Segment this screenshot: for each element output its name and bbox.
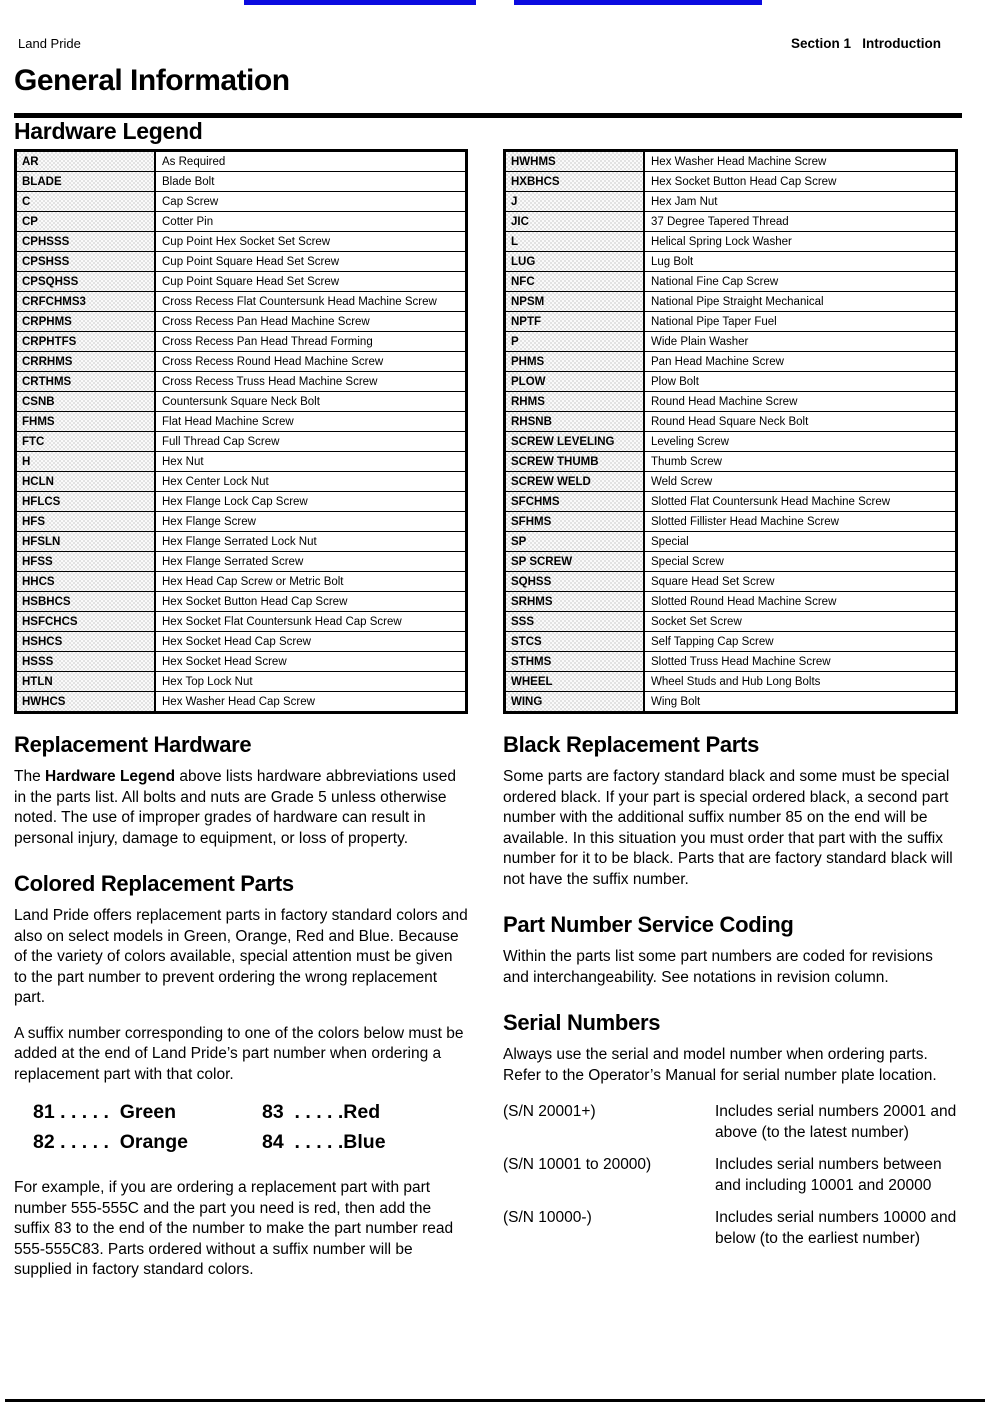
description-cell: Plow Bolt bbox=[651, 375, 699, 388]
serial-number-entry bbox=[503, 1101, 958, 1143]
bottom-page-rule bbox=[5, 1399, 985, 1402]
abbreviation-cell: FTC bbox=[17, 432, 156, 451]
table-row bbox=[17, 191, 465, 211]
abbreviation-cell: CRPHTFS bbox=[17, 332, 156, 351]
black-replacement-parts-heading: Black Replacement Parts bbox=[503, 732, 760, 757]
abbreviation-cell: CPSHSS bbox=[17, 252, 156, 271]
description-cell: Hex Nut bbox=[162, 455, 204, 468]
description-cell: Hex Socket Head Cap Screw bbox=[162, 635, 311, 648]
description-cell: Cup Point Square Head Set Screw bbox=[162, 275, 340, 288]
table-row bbox=[17, 431, 465, 451]
abbreviation-cell: JIC bbox=[506, 212, 645, 231]
page-title: General Information bbox=[14, 64, 290, 97]
brand-text: Land Pride bbox=[18, 36, 81, 51]
replacement-hardware-heading: Replacement Hardware bbox=[14, 732, 252, 757]
abbreviation-cell: SCREW LEVELING bbox=[506, 432, 645, 451]
nav-link-underline-1[interactable] bbox=[244, 0, 476, 5]
serial-number-entry bbox=[503, 1154, 958, 1196]
table-row bbox=[17, 371, 465, 391]
table-row bbox=[17, 531, 465, 551]
serial-range-definition: Includes serial numbers 20001 and above (to the latest number) bbox=[715, 1103, 957, 1141]
description-cell: Pan Head Machine Screw bbox=[651, 355, 784, 368]
description-cell: Slotted Fillister Head Machine Screw bbox=[651, 515, 839, 528]
description-cell: Round Head Machine Screw bbox=[651, 395, 798, 408]
hardware-legend-table-right bbox=[503, 149, 958, 714]
serial-range-term: (S/N 20001+) bbox=[503, 1103, 596, 1120]
description-cell: Self Tapping Cap Screw bbox=[651, 635, 774, 648]
abbreviation-cell: STCS bbox=[506, 632, 645, 651]
description-cell: Hex Socket Button Head Cap Screw bbox=[651, 175, 837, 188]
description-cell: Weld Screw bbox=[651, 475, 713, 488]
description-cell: Slotted Flat Countersunk Head Machine Screw bbox=[651, 495, 891, 508]
table-row bbox=[506, 171, 955, 191]
description-cell: Blade Bolt bbox=[162, 175, 215, 188]
abbreviation-cell: WHEEL bbox=[506, 672, 645, 691]
description-cell: 37 Degree Tapered Thread bbox=[651, 215, 789, 228]
table-row bbox=[17, 451, 465, 471]
table-row bbox=[506, 651, 955, 671]
table-row bbox=[506, 211, 955, 231]
abbreviation-cell: HSSS bbox=[17, 652, 156, 671]
table-row bbox=[506, 671, 955, 691]
description-cell: Cross Recess Round Head Machine Screw bbox=[162, 355, 384, 368]
hardware-legend-table-left bbox=[14, 149, 468, 714]
abbreviation-cell: HFLCS bbox=[17, 492, 156, 511]
paragraph-text: The bbox=[14, 768, 46, 785]
abbreviation-cell: H bbox=[17, 452, 156, 471]
description-cell: Flat Head Machine Screw bbox=[162, 415, 294, 428]
colored-parts-paragraph-1: Land Pride offers replacement parts in factory standard colors and also on select models in Green, Orange, Red and Blue. Because of the variety of colors available, special attention must be given to the part number to prevent ordering the wrong replacement part. bbox=[14, 907, 468, 1006]
abbreviation-cell: NFC bbox=[506, 272, 645, 291]
description-cell: National Fine Cap Screw bbox=[651, 275, 779, 288]
table-row bbox=[506, 551, 955, 571]
abbreviation-cell: CRTHMS bbox=[17, 372, 156, 391]
abbreviation-cell: FHMS bbox=[17, 412, 156, 431]
description-cell: Hex Head Cap Screw or Metric Bolt bbox=[162, 575, 344, 588]
abbreviation-cell: HWHCS bbox=[17, 692, 156, 711]
description-cell: Hex Center Lock Nut bbox=[162, 475, 269, 488]
table-row bbox=[17, 631, 465, 651]
table-row bbox=[506, 511, 955, 531]
table-row bbox=[506, 371, 955, 391]
description-cell: Hex Socket Head Screw bbox=[162, 655, 287, 668]
table-row bbox=[506, 251, 955, 271]
table-row bbox=[17, 571, 465, 591]
serial-numbers-paragraph: Always use the serial and model number when ordering parts. Refer to the Operator’s Manual for serial number plate location. bbox=[503, 1046, 937, 1084]
description-cell: National Pipe Straight Mechanical bbox=[651, 295, 824, 308]
description-cell: Hex Flange Serrated Lock Nut bbox=[162, 535, 317, 548]
table-row bbox=[17, 251, 465, 271]
table-row bbox=[17, 171, 465, 191]
suffix-entry-red: 83 . . . . .Red bbox=[262, 1101, 381, 1123]
abbreviation-cell: SP SCREW bbox=[506, 552, 645, 571]
description-cell: Square Head Set Screw bbox=[651, 575, 775, 588]
abbreviation-cell: RHMS bbox=[506, 392, 645, 411]
table-row bbox=[506, 571, 955, 591]
description-cell: Slotted Truss Head Machine Screw bbox=[651, 655, 831, 668]
abbreviation-cell: HHCS bbox=[17, 572, 156, 591]
abbreviation-cell: L bbox=[506, 232, 645, 251]
description-cell: Cap Screw bbox=[162, 195, 219, 208]
replacement-hardware-paragraph bbox=[14, 767, 468, 849]
abbreviation-cell: BLADE bbox=[17, 172, 156, 191]
abbreviation-cell: CP bbox=[17, 212, 156, 231]
table-row bbox=[17, 691, 465, 711]
abbreviation-cell: J bbox=[506, 192, 645, 211]
description-cell: Hex Washer Head Cap Screw bbox=[162, 695, 315, 708]
left-text-column bbox=[14, 710, 468, 1296]
table-row bbox=[17, 591, 465, 611]
abbreviation-cell: NPSM bbox=[506, 292, 645, 311]
abbreviation-cell: CRRHMS bbox=[17, 352, 156, 371]
description-cell: Leveling Screw bbox=[651, 435, 729, 448]
table-row bbox=[506, 351, 955, 371]
abbreviation-cell: HFSLN bbox=[17, 532, 156, 551]
table-row bbox=[17, 271, 465, 291]
description-cell: Cup Point Square Head Set Screw bbox=[162, 255, 340, 268]
abbreviation-cell: LUG bbox=[506, 252, 645, 271]
description-cell: Wide Plain Washer bbox=[651, 335, 749, 348]
table-row bbox=[506, 231, 955, 251]
serial-range-term: (S/N 10000-) bbox=[503, 1209, 592, 1226]
table-row bbox=[17, 411, 465, 431]
description-cell: Hex Flange Screw bbox=[162, 515, 256, 528]
table-row bbox=[17, 211, 465, 231]
paragraph-text: above lists hardware abbreviations used in the parts list. All bolts and nuts are Grade 5 unless otherwise noted. The use of improper grades of hardware can result in personal injury, damage to equipment, or loss of property. bbox=[14, 768, 456, 847]
color-suffix-table bbox=[33, 1101, 468, 1154]
abbreviation-cell: SRHMS bbox=[506, 592, 645, 611]
table-row bbox=[17, 291, 465, 311]
description-cell: Hex Flange Serrated Screw bbox=[162, 555, 304, 568]
abbreviation-cell: C bbox=[17, 192, 156, 211]
abbreviation-cell: HFS bbox=[17, 512, 156, 531]
serial-numbers-heading: Serial Numbers bbox=[503, 1010, 661, 1035]
serial-range-definition: Includes serial numbers between and including 10001 and 20000 bbox=[715, 1156, 942, 1194]
abbreviation-cell: CPHSSS bbox=[17, 232, 156, 251]
description-cell: Hex Socket Flat Countersunk Head Cap Screw bbox=[162, 615, 402, 628]
abbreviation-cell: PLOW bbox=[506, 372, 645, 391]
table-row bbox=[506, 431, 955, 451]
abbreviation-cell: PHMS bbox=[506, 352, 645, 371]
abbreviation-cell: SQHSS bbox=[506, 572, 645, 591]
hardware-legend-heading: Hardware Legend bbox=[14, 118, 203, 144]
nav-link-underline-2[interactable] bbox=[514, 0, 762, 5]
abbreviation-cell: SP bbox=[506, 532, 645, 551]
table-row bbox=[17, 551, 465, 571]
service-coding-paragraph: Within the parts list some part numbers are coded for revisions and interchangeability. See notations in revision column. bbox=[503, 948, 933, 986]
abbreviation-cell: NPTF bbox=[506, 312, 645, 331]
table-row bbox=[506, 411, 955, 431]
black-parts-paragraph: Some parts are factory standard black and some must be special ordered black. If your part is special ordered black, a second part number with the additional suffix number 85 on the end will be available. In this situation you must order that part with the suffix number for it to be black. Parts that are factory standard black will not have the suffix number. bbox=[503, 768, 953, 888]
description-cell: Slotted Round Head Machine Screw bbox=[651, 595, 837, 608]
table-row bbox=[17, 331, 465, 351]
serial-number-entry bbox=[503, 1207, 958, 1249]
abbreviation-cell: HWHMS bbox=[506, 152, 645, 171]
abbreviation-cell: WING bbox=[506, 692, 645, 711]
description-cell: Cotter Pin bbox=[162, 215, 214, 228]
description-cell: Wheel Studs and Hub Long Bolts bbox=[651, 675, 821, 688]
table-row bbox=[17, 471, 465, 491]
table-row bbox=[506, 311, 955, 331]
description-cell: Cross Recess Flat Countersunk Head Machine Screw bbox=[162, 295, 437, 308]
abbreviation-cell: HTLN bbox=[17, 672, 156, 691]
abbreviation-cell: HSFCHCS bbox=[17, 612, 156, 631]
abbreviation-cell: SFHMS bbox=[506, 512, 645, 531]
serial-range-term: (S/N 10001 to 20000) bbox=[503, 1156, 652, 1173]
abbreviation-cell: SCREW THUMB bbox=[506, 452, 645, 471]
abbreviation-cell: P bbox=[506, 332, 645, 351]
description-cell: Helical Spring Lock Washer bbox=[651, 235, 792, 248]
description-cell: National Pipe Taper Fuel bbox=[651, 315, 777, 328]
abbreviation-cell: RHSNB bbox=[506, 412, 645, 431]
description-cell: Cup Point Hex Socket Set Screw bbox=[162, 235, 331, 248]
table-row bbox=[17, 611, 465, 631]
table-row bbox=[506, 591, 955, 611]
table-row bbox=[17, 231, 465, 251]
description-cell: Hex Socket Button Head Cap Screw bbox=[162, 595, 348, 608]
description-cell: Hex Top Lock Nut bbox=[162, 675, 253, 688]
colored-parts-example-paragraph: For example, if you are ordering a replacement part with part number 555-555C and the part you need is red, then add the suffix 83 to the end of the number to make the part number read 555-555C83. Parts ordered without a suffix number will be supplied in factory standard colors. bbox=[14, 1179, 454, 1278]
description-cell: Full Thread Cap Screw bbox=[162, 435, 280, 448]
description-cell: Socket Set Screw bbox=[651, 615, 742, 628]
table-row bbox=[506, 451, 955, 471]
table-row bbox=[506, 152, 955, 171]
table-row bbox=[506, 471, 955, 491]
abbreviation-cell: HSHCS bbox=[17, 632, 156, 651]
table-row bbox=[506, 531, 955, 551]
table-row bbox=[506, 291, 955, 311]
suffix-entry-blue: 84 . . . . .Blue bbox=[262, 1131, 386, 1153]
table-row bbox=[17, 671, 465, 691]
abbreviation-cell: AR bbox=[17, 152, 156, 171]
table-row bbox=[17, 311, 465, 331]
abbreviation-cell: SFCHMS bbox=[506, 492, 645, 511]
colored-replacement-parts-heading: Colored Replacement Parts bbox=[14, 871, 294, 896]
abbreviation-cell: SCREW WELD bbox=[506, 472, 645, 491]
table-row bbox=[506, 191, 955, 211]
description-cell: Special Screw bbox=[651, 555, 724, 568]
abbreviation-cell: CRFCHMS3 bbox=[17, 292, 156, 311]
table-row bbox=[17, 391, 465, 411]
abbreviation-cell: HCLN bbox=[17, 472, 156, 491]
table-row bbox=[506, 611, 955, 631]
description-cell: Hex Washer Head Machine Screw bbox=[651, 155, 827, 168]
table-row bbox=[506, 631, 955, 651]
serial-range-definition: Includes serial numbers 10000 and below (to the earliest number) bbox=[715, 1209, 957, 1247]
table-row bbox=[506, 271, 955, 291]
table-row bbox=[506, 491, 955, 511]
table-row bbox=[506, 691, 955, 711]
description-cell: Round Head Square Neck Bolt bbox=[651, 415, 809, 428]
description-cell: Thumb Screw bbox=[651, 455, 722, 468]
description-cell: Wing Bolt bbox=[651, 695, 701, 708]
right-text-column bbox=[503, 710, 958, 1260]
description-cell: Cross Recess Pan Head Thread Forming bbox=[162, 335, 373, 348]
table-row bbox=[17, 351, 465, 371]
table-row bbox=[17, 152, 465, 171]
description-cell: As Required bbox=[162, 155, 226, 168]
description-cell: Cross Recess Truss Head Machine Screw bbox=[162, 375, 378, 388]
abbreviation-cell: SSS bbox=[506, 612, 645, 631]
abbreviation-cell: CSNB bbox=[17, 392, 156, 411]
abbreviation-cell: HXBHCS bbox=[506, 172, 645, 191]
description-cell: Countersunk Square Neck Bolt bbox=[162, 395, 320, 408]
suffix-entry-orange: 82 . . . . . Orange bbox=[33, 1131, 188, 1153]
abbreviation-cell: STHMS bbox=[506, 652, 645, 671]
abbreviation-cell: HSBHCS bbox=[17, 592, 156, 611]
description-cell: Cross Recess Pan Head Machine Screw bbox=[162, 315, 370, 328]
abbreviation-cell: HFSS bbox=[17, 552, 156, 571]
table-row bbox=[17, 491, 465, 511]
table-row bbox=[506, 331, 955, 351]
table-row bbox=[17, 511, 465, 531]
description-cell: Special bbox=[651, 535, 689, 548]
description-cell: Hex Flange Lock Cap Screw bbox=[162, 495, 308, 508]
part-number-service-coding-heading: Part Number Service Coding bbox=[503, 912, 794, 937]
abbreviation-cell: CPSQHSS bbox=[17, 272, 156, 291]
section-header: Section 1 Introduction bbox=[790, 36, 941, 51]
colored-parts-paragraph-2: A suffix number corresponding to one of the colors below must be added at the end of Land Pride’s part number when ordering a replacement part with that color. bbox=[14, 1024, 464, 1083]
description-cell: Hex Jam Nut bbox=[651, 195, 718, 208]
table-row bbox=[506, 391, 955, 411]
table-row bbox=[17, 651, 465, 671]
paragraph-bold-text: Hardware Legend bbox=[45, 768, 176, 785]
description-cell: Lug Bolt bbox=[651, 255, 694, 268]
suffix-entry-green: 81 . . . . . Green bbox=[33, 1101, 177, 1123]
abbreviation-cell: CRPHMS bbox=[17, 312, 156, 331]
